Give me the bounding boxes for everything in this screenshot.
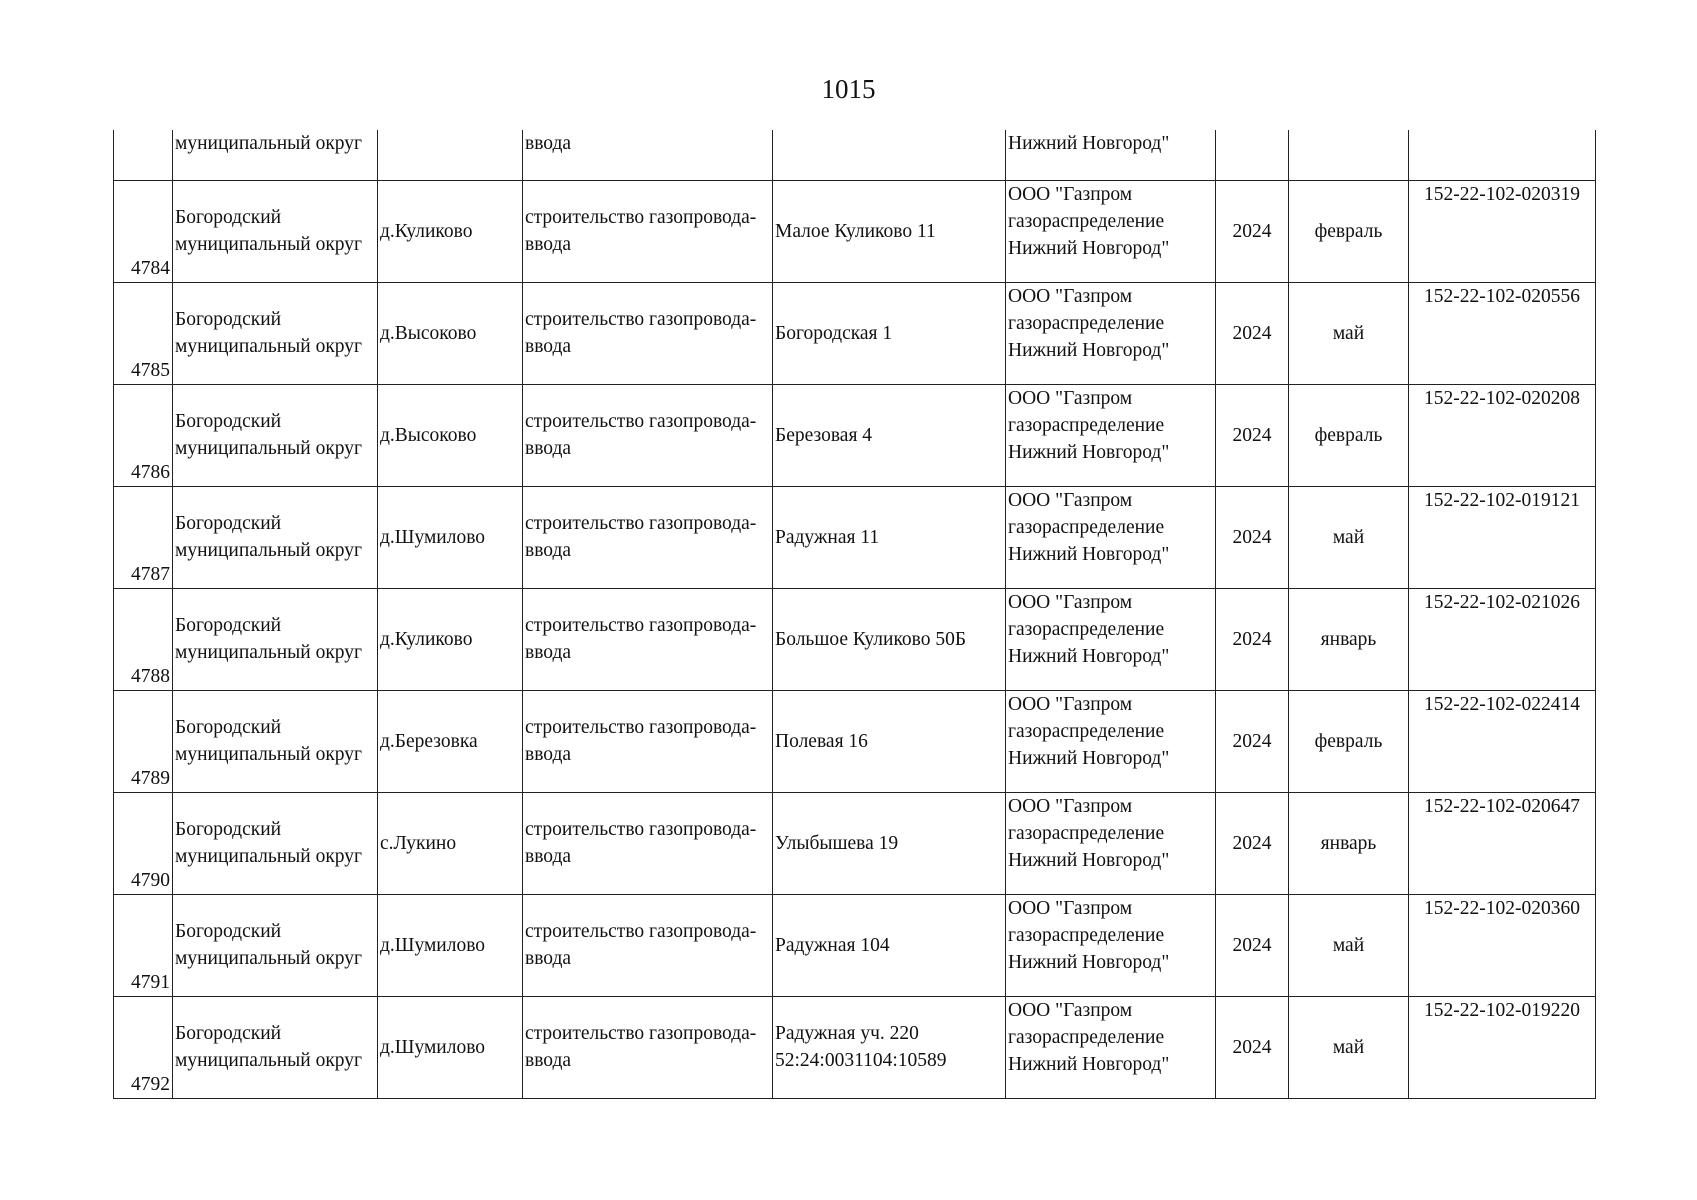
- cell-address-line: Радужная уч. 220: [775, 1023, 919, 1044]
- cell-month: [1289, 130, 1409, 180]
- cell-org-line: газораспределение: [1008, 924, 1165, 946]
- cell-work-line: ввода: [525, 540, 572, 561]
- cell-org-line: Нижний Новгород": [1008, 645, 1170, 667]
- cell-org-line: Нижний Новгород": [1008, 747, 1170, 769]
- cell-code: 152-22-102-020556: [1409, 282, 1596, 384]
- cell-num: [114, 130, 173, 180]
- cell-work-line: строительство газопровода-: [525, 207, 757, 228]
- table-row: [114, 282, 1596, 384]
- cell-month: январь: [1289, 588, 1409, 690]
- cell-area-line: муниципальный округ: [175, 540, 363, 561]
- cell-year: 2024: [1216, 690, 1289, 792]
- page-number: 1015: [821, 74, 876, 104]
- cell-org-line: газораспределение: [1008, 414, 1165, 436]
- cell-work-line: ввода: [525, 642, 572, 663]
- cell-year: 2024: [1216, 894, 1289, 996]
- cell-org-line: Нижний Новгород": [1008, 543, 1170, 565]
- table-row: [114, 384, 1596, 486]
- cell-num: 4790: [114, 792, 173, 894]
- cell-area-line: Богородский: [175, 411, 282, 432]
- cell-month: май: [1289, 282, 1409, 384]
- cell-address-line: Полевая 16: [775, 730, 868, 752]
- cell-year: 2024: [1216, 282, 1289, 384]
- cell-area: [173, 180, 378, 282]
- cell-code: [1409, 130, 1596, 180]
- cell-village: [378, 130, 523, 180]
- cell-month: февраль: [1289, 180, 1409, 282]
- cell-work-line: ввода: [525, 1050, 572, 1071]
- cell-work-line: строительство газопровода-: [525, 309, 757, 330]
- cell-work-line: ввода: [525, 336, 572, 357]
- cell-work-line: ввода: [525, 234, 572, 255]
- cell-address-line: Улыбышева 19: [775, 832, 899, 854]
- cell-work-line: ввода: [525, 438, 572, 459]
- cell-year: 2024: [1216, 384, 1289, 486]
- table-row: [114, 690, 1596, 792]
- cell-org-line: ООО "Газпром: [1008, 387, 1133, 409]
- cell-area-line: Богородский: [175, 819, 282, 840]
- cell-address: [773, 486, 1006, 588]
- cell-area-line: Богородский: [175, 921, 282, 942]
- cell-num: 4789: [114, 690, 173, 792]
- cell-num: 4785: [114, 282, 173, 384]
- cell-area: [173, 690, 378, 792]
- cell-area-line: Богородский: [175, 615, 282, 636]
- cell-org-line: ООО "Газпром: [1008, 999, 1133, 1021]
- cell-num: 4791: [114, 894, 173, 996]
- cell-num: 4792: [114, 996, 173, 1098]
- cell-org-line: ООО "Газпром: [1008, 591, 1133, 613]
- cell-code: 152-22-102-020208: [1409, 384, 1596, 486]
- cell-village: д.Березовка: [378, 690, 523, 792]
- cell-org-line: ООО "Газпром: [1008, 693, 1133, 715]
- cell-num: 4784: [114, 180, 173, 282]
- cell-org: [1006, 384, 1216, 486]
- cell-address-line: Радужная 104: [775, 934, 890, 956]
- cell-area-line: Богородский: [175, 717, 282, 738]
- cell-address-line: Богородская 1: [775, 322, 893, 344]
- cell-code: 152-22-102-020319: [1409, 180, 1596, 282]
- cell-year: 2024: [1216, 486, 1289, 588]
- cell-work: [523, 792, 773, 894]
- cell-code: 152-22-102-020647: [1409, 792, 1596, 894]
- cell-org: [1006, 894, 1216, 996]
- cell-work-line: строительство газопровода-: [525, 1023, 757, 1044]
- cell-area: [173, 486, 378, 588]
- cell-area-line: Богородский: [175, 1023, 282, 1044]
- cell-address-line: 52:24:0031104:10589: [775, 1050, 947, 1071]
- continuation-row: [114, 130, 1596, 180]
- cell-address-line: Березовая 4: [775, 424, 873, 446]
- cell-area: [173, 996, 378, 1098]
- cell-work-line: ввода: [525, 846, 572, 867]
- cell-address-line: Большое Куликово 50Б: [775, 628, 967, 650]
- cell-year: 2024: [1216, 792, 1289, 894]
- cell-org-line: ООО "Газпром: [1008, 897, 1133, 919]
- cell-org-line: Нижний Новгород": [1008, 441, 1170, 463]
- cell-village: д.Куликово: [378, 180, 523, 282]
- cell-org-line: ООО "Газпром: [1008, 795, 1133, 817]
- cell-address: [773, 282, 1006, 384]
- cell-work: [523, 486, 773, 588]
- cell-address: [773, 996, 1006, 1098]
- cell-work-line: строительство газопровода-: [525, 717, 757, 738]
- cell-address-line: Радужная 11: [775, 526, 880, 548]
- cell-work-line: строительство газопровода-: [525, 411, 757, 432]
- cell-work-line: строительство газопровода-: [525, 819, 757, 840]
- table-row: [114, 180, 1596, 282]
- cell-address: [773, 792, 1006, 894]
- cell-area-line: муниципальный округ: [175, 234, 363, 255]
- cell-code: 152-22-102-022414: [1409, 690, 1596, 792]
- cell-area: [173, 282, 378, 384]
- cell-area: [173, 792, 378, 894]
- cell-code: 152-22-102-019220: [1409, 996, 1596, 1098]
- cell-work: [523, 690, 773, 792]
- cell-org: Нижний Новгород": [1006, 130, 1216, 180]
- cell-work: [523, 894, 773, 996]
- cell-area: [173, 384, 378, 486]
- table-row: [114, 792, 1596, 894]
- cell-year: 2024: [1216, 588, 1289, 690]
- cell-address: [773, 588, 1006, 690]
- cell-org-line: газораспределение: [1008, 618, 1165, 640]
- cell-org: [1006, 180, 1216, 282]
- cell-village: с.Лукино: [378, 792, 523, 894]
- cell-village: д.Высоково: [378, 384, 523, 486]
- cell-village: д.Шумилово: [378, 486, 523, 588]
- cell-work-line: ввода: [525, 744, 572, 765]
- table-row: [114, 894, 1596, 996]
- cell-area-line: муниципальный округ: [175, 846, 363, 867]
- cell-org: [1006, 690, 1216, 792]
- cell-org-line: ООО "Газпром: [1008, 285, 1133, 307]
- cell-work-line: строительство газопровода-: [525, 921, 757, 942]
- cell-org-line: газораспределение: [1008, 516, 1165, 538]
- cell-area: муниципальный округ: [173, 130, 378, 180]
- cell-village: д.Куликово: [378, 588, 523, 690]
- cell-org-line: ООО "Газпром: [1008, 489, 1133, 511]
- cell-year: 2024: [1216, 996, 1289, 1098]
- cell-area-line: Богородский: [175, 207, 282, 228]
- cell-org-line: газораспределение: [1008, 210, 1165, 232]
- cell-num: 4788: [114, 588, 173, 690]
- cell-month: январь: [1289, 792, 1409, 894]
- table-row: [114, 996, 1596, 1098]
- cell-org: [1006, 486, 1216, 588]
- cell-village: д.Высоково: [378, 282, 523, 384]
- cell-address: [773, 180, 1006, 282]
- cell-code: 152-22-102-019121: [1409, 486, 1596, 588]
- cell-work-line: строительство газопровода-: [525, 615, 757, 636]
- cell-org: [1006, 996, 1216, 1098]
- cell-month: февраль: [1289, 384, 1409, 486]
- cell-area-line: муниципальный округ: [175, 948, 363, 969]
- cell-code: 152-22-102-020360: [1409, 894, 1596, 996]
- registry-table: [113, 130, 1596, 1099]
- cell-month: май: [1289, 996, 1409, 1098]
- cell-area: [173, 894, 378, 996]
- cell-org-line: Нижний Новгород": [1008, 339, 1170, 361]
- cell-code: 152-22-102-021026: [1409, 588, 1596, 690]
- cell-org-line: Нижний Новгород": [1008, 951, 1170, 973]
- cell-area-line: муниципальный округ: [175, 642, 363, 663]
- cell-org: [1006, 792, 1216, 894]
- cell-org-line: газораспределение: [1008, 720, 1165, 742]
- cell-year: [1216, 130, 1289, 180]
- cell-area-line: Богородский: [175, 309, 282, 330]
- cell-year: 2024: [1216, 180, 1289, 282]
- cell-org-line: газораспределение: [1008, 822, 1165, 844]
- cell-month: май: [1289, 894, 1409, 996]
- cell-work: [523, 996, 773, 1098]
- cell-work-line: ввода: [525, 948, 572, 969]
- cell-org: [1006, 588, 1216, 690]
- cell-work: [523, 180, 773, 282]
- cell-village: д.Шумилово: [378, 894, 523, 996]
- cell-org-line: газораспределение: [1008, 312, 1165, 334]
- cell-work: [523, 282, 773, 384]
- cell-address: [773, 894, 1006, 996]
- cell-village: д.Шумилово: [378, 996, 523, 1098]
- cell-org-line: Нижний Новгород": [1008, 1053, 1170, 1075]
- cell-address: [773, 690, 1006, 792]
- cell-work: ввода: [523, 130, 773, 180]
- cell-work: [523, 588, 773, 690]
- cell-org-line: Нижний Новгород": [1008, 849, 1170, 871]
- cell-month: май: [1289, 486, 1409, 588]
- cell-area-line: муниципальный округ: [175, 1050, 363, 1071]
- cell-num: 4787: [114, 486, 173, 588]
- cell-address-line: Малое Куликово 11: [775, 220, 936, 242]
- cell-work: [523, 384, 773, 486]
- table-row: [114, 486, 1596, 588]
- cell-area-line: муниципальный округ: [175, 438, 363, 459]
- cell-org-line: ООО "Газпром: [1008, 183, 1133, 205]
- cell-num: 4786: [114, 384, 173, 486]
- cell-address: [773, 384, 1006, 486]
- cell-area: [173, 588, 378, 690]
- table-row: [114, 588, 1596, 690]
- cell-address: [773, 130, 1006, 180]
- cell-month: февраль: [1289, 690, 1409, 792]
- cell-area-line: Богородский: [175, 513, 282, 534]
- cell-area-line: муниципальный округ: [175, 744, 363, 765]
- cell-area-line: муниципальный округ: [175, 336, 363, 357]
- cell-org-line: газораспределение: [1008, 1026, 1165, 1048]
- cell-work-line: строительство газопровода-: [525, 513, 757, 534]
- cell-org-line: Нижний Новгород": [1008, 237, 1170, 259]
- cell-org: [1006, 282, 1216, 384]
